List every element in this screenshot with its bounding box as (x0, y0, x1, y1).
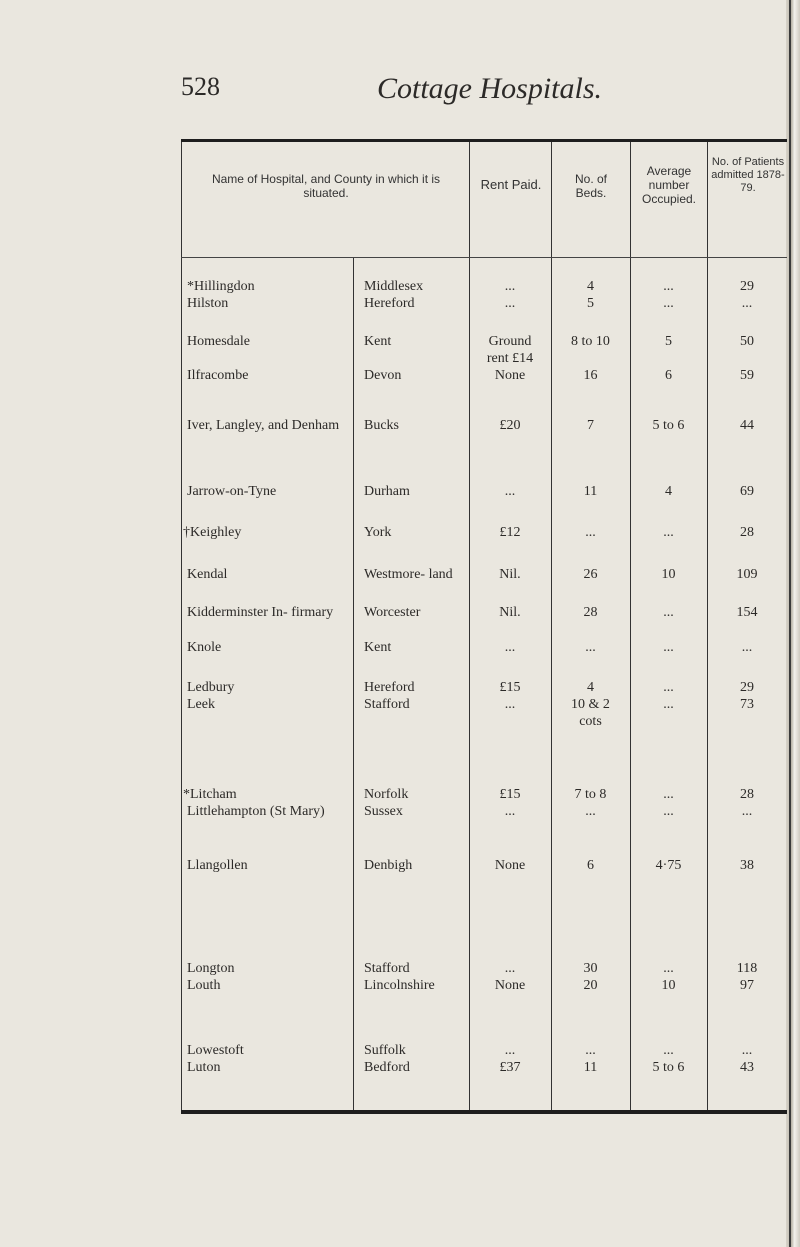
page-edge-line (789, 0, 791, 1247)
hospital-name: *Hillingdon (187, 279, 255, 294)
hospital-name: Luton (187, 1060, 221, 1075)
county: Stafford (364, 961, 410, 976)
average-occupied: 5 (665, 334, 672, 349)
county: Middlesex (364, 279, 424, 294)
beds: ... (585, 1043, 596, 1058)
beds: 7 (587, 418, 594, 433)
beds: 30 (583, 961, 598, 976)
patients-admitted: 109 (736, 567, 758, 582)
county: Norfolk (364, 787, 409, 802)
county: Suffolk (364, 1043, 406, 1058)
name-county-divider (353, 258, 354, 1110)
rent: £15 (499, 787, 521, 802)
rent: ... (504, 484, 516, 499)
patients-admitted: 44 (740, 418, 754, 433)
average-occupied: ... (663, 804, 674, 819)
hospital-name: Hilston (187, 296, 229, 311)
patients-admitted: 38 (740, 858, 754, 873)
average-occupied: ... (663, 697, 674, 712)
county: Durham (364, 484, 410, 499)
beds: ... (585, 525, 596, 540)
patients-admitted: 59 (740, 368, 754, 383)
hospital-name: Ledbury (187, 680, 235, 695)
rent: None (494, 858, 526, 873)
beds: 8 to 10 (571, 334, 610, 349)
patients-admitted: 43 (740, 1060, 754, 1075)
average-occupied: ... (663, 787, 674, 802)
county: Kent (364, 334, 392, 349)
patients-admitted: ... (741, 1043, 753, 1058)
rent: ... (504, 279, 516, 294)
patients-admitted: 73 (740, 697, 754, 712)
county: Kent (364, 640, 392, 655)
rent: None (494, 368, 526, 383)
average-occupied: ... (663, 525, 674, 540)
rent: ... (504, 296, 516, 311)
beds: 20 (583, 978, 598, 993)
patients-admitted: ... (741, 804, 753, 819)
hospital-name: Leek (187, 697, 215, 712)
patients-admitted: 28 (740, 525, 754, 540)
patients-admitted: ... (741, 296, 753, 311)
average-occupied: ... (663, 1043, 674, 1058)
average-occupied: ... (663, 296, 674, 311)
rent: ... (504, 640, 516, 655)
rent: ... (504, 697, 516, 712)
hospital-name: Kidderminster In- firmary (187, 605, 334, 620)
beds: 6 (587, 858, 594, 873)
beds: 4 (587, 680, 594, 695)
header-beds: No. of Beds. (574, 172, 607, 200)
patients-admitted: 29 (740, 279, 754, 294)
rent: ... (504, 1043, 516, 1058)
county: Denbigh (364, 858, 413, 873)
county: Worcester (364, 605, 421, 620)
average-occupied: ... (663, 605, 674, 620)
average-occupied: ... (663, 961, 674, 976)
patients-admitted: 50 (740, 334, 754, 349)
patients-admitted: 69 (740, 484, 754, 499)
patients-admitted: 28 (740, 787, 754, 802)
county: York (364, 525, 392, 540)
hospital-name: Jarrow-on-Tyne (187, 484, 277, 499)
hospital-name: Ilfracombe (187, 368, 249, 383)
rent: None (494, 978, 526, 993)
header-name-county: Name of Hospital, and County in which it is situated. (211, 172, 441, 200)
rent: £12 (499, 525, 521, 540)
table-top-rule (181, 139, 787, 142)
average-occupied: 10 (661, 567, 676, 582)
average-occupied: ... (663, 279, 674, 294)
rent: Nil. (499, 567, 521, 582)
rent: £20 (499, 418, 521, 433)
hospital-name: Iver, Langley, and Denham (187, 418, 340, 433)
hospital-name: *Litcham (183, 787, 237, 802)
hospital-name: Louth (187, 978, 221, 993)
county: Stafford (364, 697, 410, 712)
hospital-name: Longton (187, 961, 235, 976)
hospital-name: Lowestoft (187, 1043, 244, 1058)
hospital-name: Knole (187, 640, 222, 655)
beds: 4 (587, 279, 594, 294)
county: Bedford (364, 1060, 410, 1075)
patients-admitted: 118 (736, 961, 758, 976)
average-occupied: 6 (665, 368, 672, 383)
header-rent: Rent Paid. (480, 177, 542, 192)
rent: Nil. (499, 605, 521, 620)
rent: ... (504, 804, 516, 819)
beds: 11 (583, 1060, 598, 1075)
patients-admitted: 154 (736, 605, 758, 620)
header-patients: No. of Patients admitted 1878-79. (711, 156, 785, 194)
hospital-name: Llangollen (187, 858, 248, 873)
table-left-border (181, 142, 182, 1110)
rent: Ground rent £14 (486, 334, 534, 366)
beds: 11 (583, 484, 598, 499)
average-occupied: 5 to 6 (652, 1060, 685, 1075)
rent: £37 (499, 1060, 521, 1075)
rent: ... (504, 961, 516, 976)
hospital-name: †Keighley (183, 525, 242, 540)
county: Sussex (364, 804, 403, 819)
hospital-table (181, 139, 787, 1114)
rent: £15 (499, 680, 521, 695)
hospital-name: Littlehampton (St Mary) (187, 804, 325, 819)
beds: ... (585, 804, 596, 819)
average-occupied: 5 to 6 (652, 418, 685, 433)
beds: 5 (587, 296, 594, 311)
patients-admitted: 29 (740, 680, 754, 695)
patients-admitted: 97 (740, 978, 754, 993)
header-average: Average number Occupied. (641, 164, 697, 206)
beds: ... (585, 640, 596, 655)
county: Bucks (364, 418, 399, 433)
county: Hereford (364, 680, 415, 695)
header-rule (181, 257, 787, 258)
county: Westmore- land (364, 567, 453, 582)
page-number: 528 (181, 72, 220, 101)
county: Devon (364, 368, 402, 383)
beds: 16 (583, 368, 598, 383)
hospital-name: Kendal (187, 567, 228, 582)
beds: 10 & 2 cots (571, 697, 610, 729)
beds: 26 (583, 567, 598, 582)
patients-admitted: ... (741, 640, 753, 655)
hospital-name: Homesdale (187, 334, 250, 349)
beds: 28 (583, 605, 598, 620)
average-occupied: 4 (665, 484, 672, 499)
average-occupied: ... (663, 680, 674, 695)
average-occupied: ... (663, 640, 674, 655)
average-occupied: 4·75 (655, 858, 682, 873)
page-header (0, 72, 800, 112)
average-occupied: 10 (661, 978, 676, 993)
beds: 7 to 8 (574, 787, 607, 802)
table-bottom-rule (181, 1110, 787, 1114)
running-title: Cottage Hospitals. (377, 72, 603, 105)
county: Lincolnshire (364, 978, 435, 993)
county: Hereford (364, 296, 415, 311)
